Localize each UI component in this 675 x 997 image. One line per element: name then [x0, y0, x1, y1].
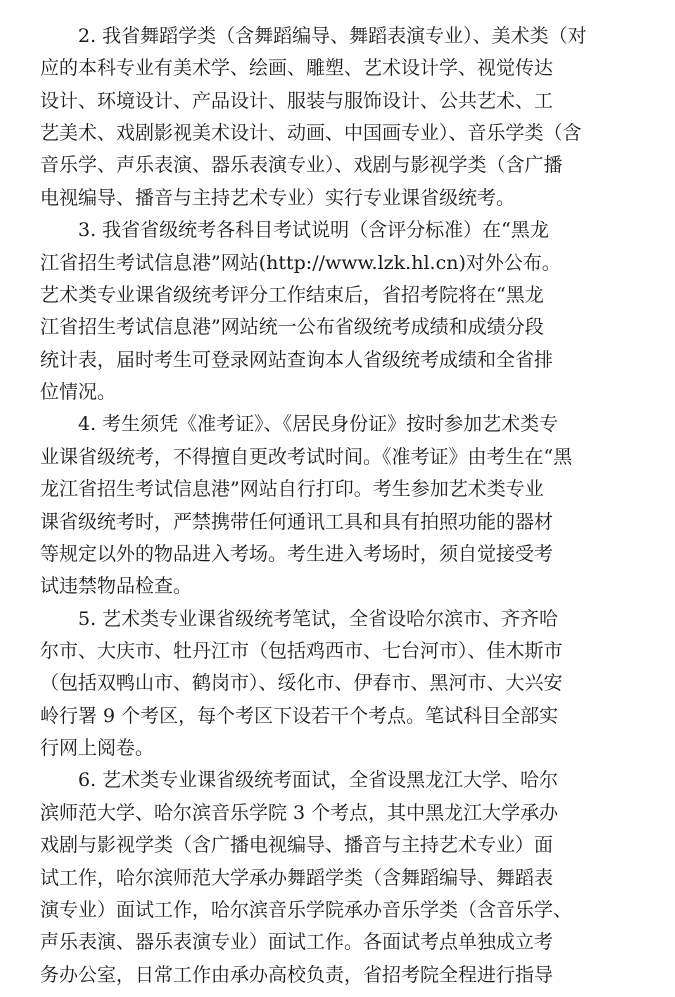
text-line: 5. 艺术类专业课省级统考笔试，全省设哈尔滨市、齐齐哈 — [78, 607, 559, 630]
text-line: 统计表，届时考生可登录网站查询本人省级统考成绩和全省排 — [40, 348, 554, 371]
text-line: 江省招生考试信息港”网站(http://www.lzk.hl.cn)对外公布。 — [40, 251, 561, 274]
text-line: 位情况。 — [40, 381, 117, 404]
text-line: 2. 我省舞蹈学类（含舞蹈编导、舞蹈表演专业）、美术类（对 — [78, 25, 587, 47]
text-line: 声乐表演、器乐表演专业）面试工作。各面试考点单独成立考 — [40, 931, 554, 954]
text-line: 电视编导、播音与主持艺术专业）实行专业课省级统考。 — [40, 186, 516, 209]
text-line: 业课省级统考，不得擅自更改考试时间。《准考证》由考生在“黑 — [40, 445, 573, 468]
text-line: 课省级统考时，严禁携带任何通讯工具和具有拍照功能的器材 — [40, 510, 554, 533]
text-line: 4. 考生须凭《准考证》、《居民身份证》按时参加艺术类专 — [78, 413, 559, 436]
text-line: 务办公室，日常工作由承办高校负责，省招考院全程进行指导 — [40, 963, 554, 986]
text-line: 应的本科专业有美术学、绘画、雕塑、艺术设计学、视觉传达 — [40, 57, 554, 80]
text-line: 尔市、大庆市、牡丹江市（包括鸡西市、七台河市）、佳木斯市 — [40, 639, 563, 662]
text-line: 3. 我省省级统考各科目考试说明（含评分标准）在“黑龙 — [78, 219, 549, 242]
text-line: 6. 艺术类专业课省级统考面试，全省设黑龙江大学、哈尔 — [78, 769, 559, 792]
text-line: （包括双鸭山市、鹤岗市）、绥化市、伊春市、黑河市、大兴安 — [40, 672, 563, 695]
text-line: 演专业）面试工作，哈尔滨音乐学院承办音乐学类（含音乐学、 — [40, 898, 573, 921]
text-line: 艺术类专业课省级统考评分工作结束后，省招考院将在“黑龙 — [40, 283, 544, 306]
text-line: 试工作，哈尔滨师范大学承办舞蹈学类（含舞蹈编导、舞蹈表 — [40, 866, 554, 889]
text-line: 行网上阅卷。 — [40, 737, 155, 760]
text-line: 龙江省招生考试信息港”网站自行打印。考生参加艺术类专业 — [40, 478, 544, 501]
text-line: 试违禁物品检查。 — [40, 575, 193, 598]
text-line: 音乐学、声乐表演、器乐表演专业）、戏剧与影视学类（含广播 — [40, 154, 563, 177]
text-line: 设计、环境设计、产品设计、服装与服饰设计、公共艺术、工 — [40, 89, 554, 112]
text-line: 等规定以外的物品进入考场。考生进入考场时，须自觉接受考 — [40, 542, 554, 565]
text-line: 艺美术、戏剧影视美术设计、动画、中国画专业）、音乐学类（含 — [40, 122, 582, 145]
text-line: 戏剧与影视学类（含广播电视编导、播音与主持艺术专业）面 — [40, 834, 554, 857]
text-line: 滨师范大学、哈尔滨音乐学院 3 个考点，其中黑龙江大学承办 — [40, 801, 559, 824]
text-line: 岭行署 9 个考区，每个考区下设若干个考点。笔试科目全部实 — [40, 704, 559, 727]
text-line: 江省招生考试信息港”网站统一公布省级统考成绩和成绩分段 — [40, 316, 544, 339]
